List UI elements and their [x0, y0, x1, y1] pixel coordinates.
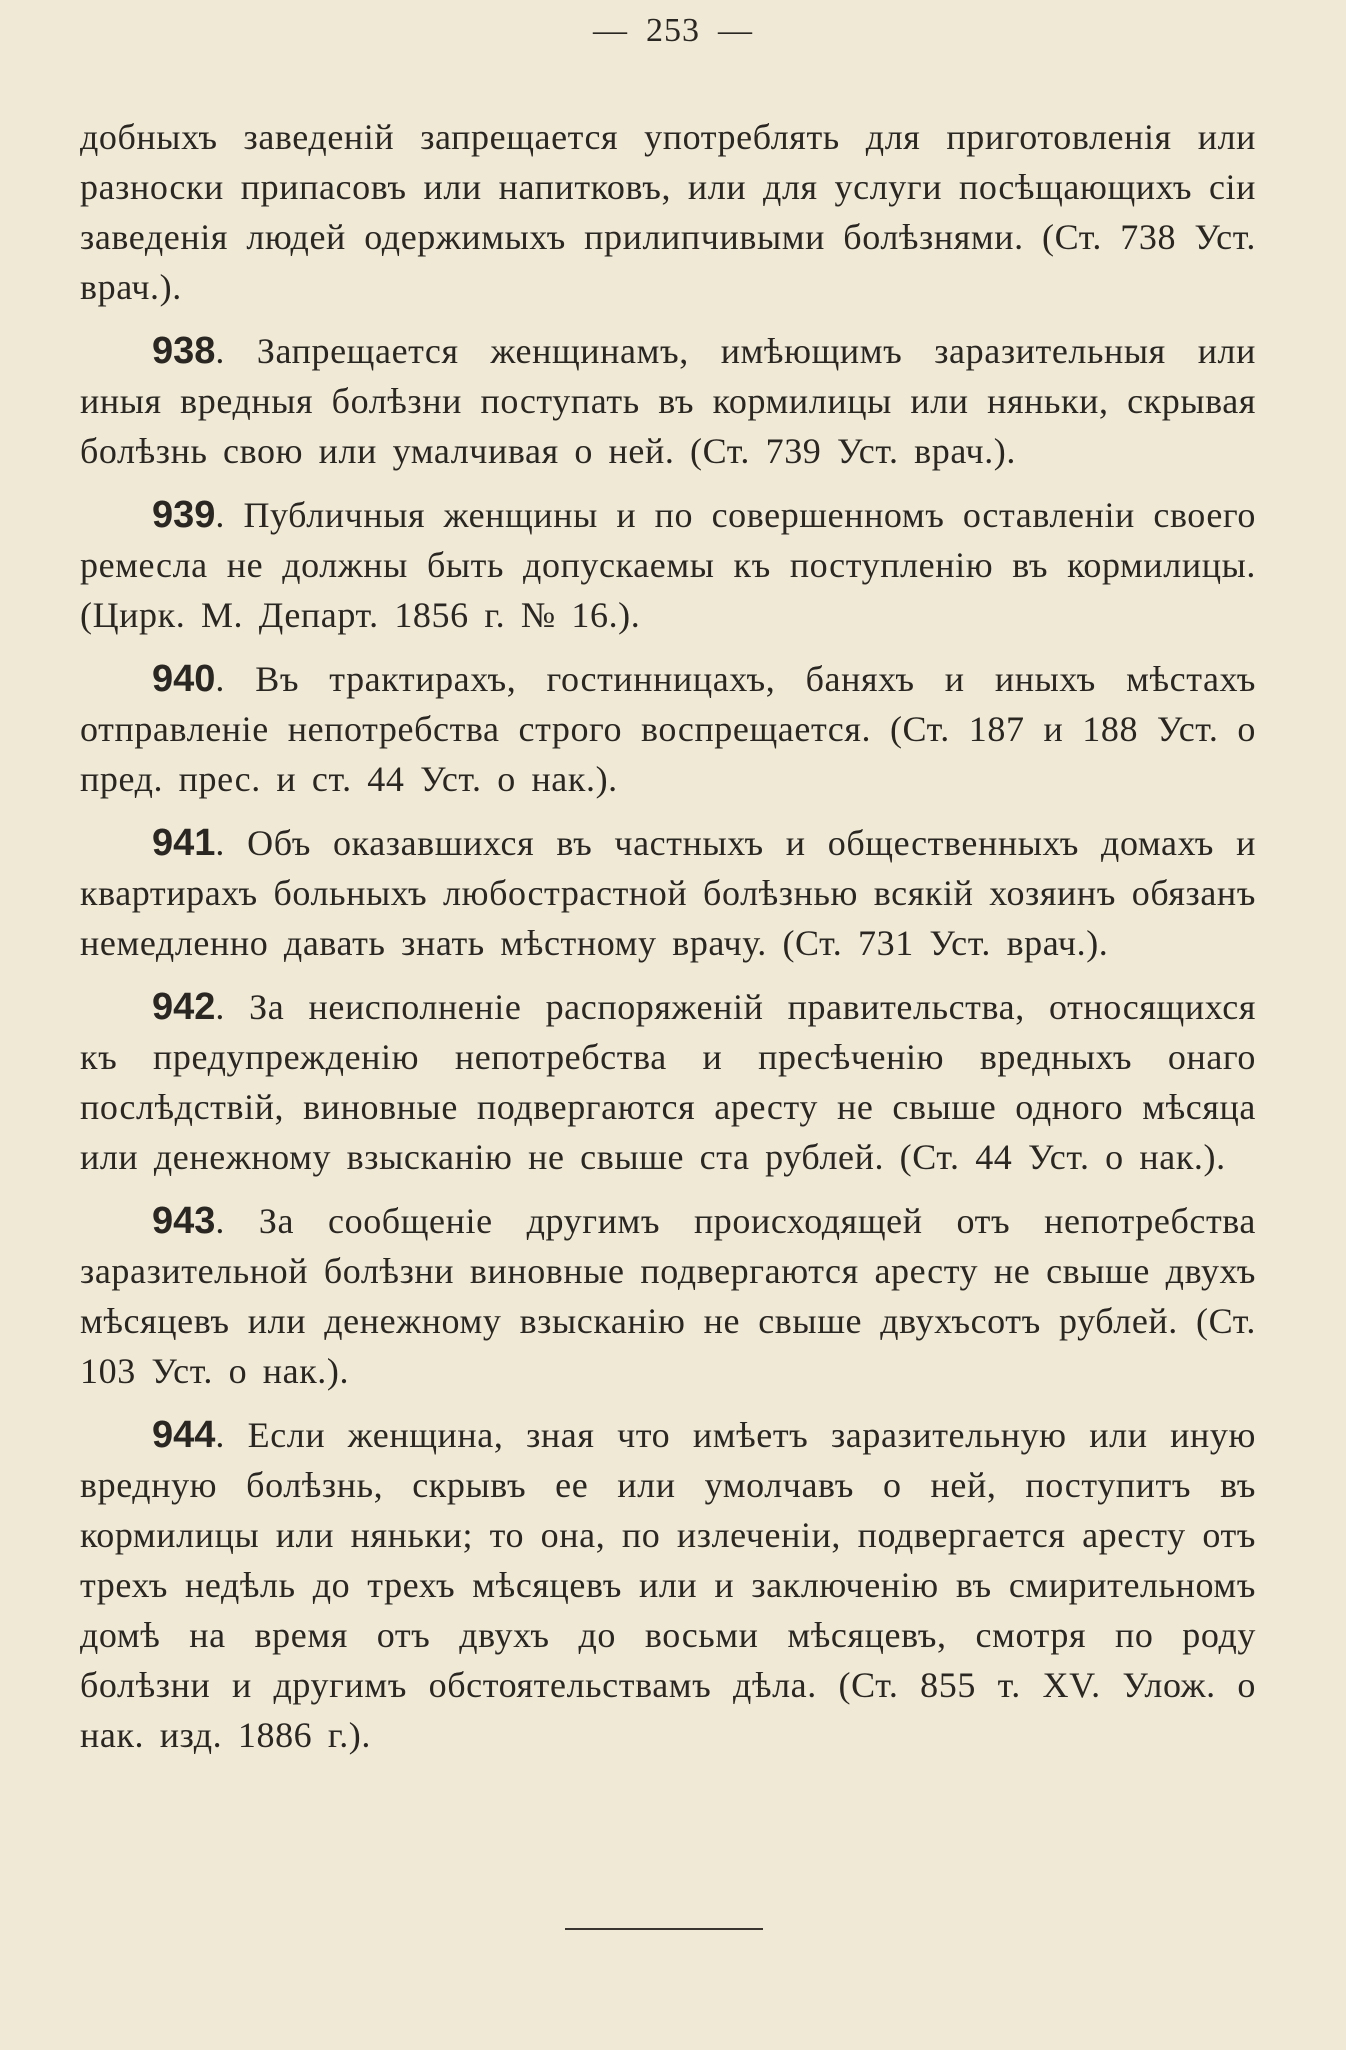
page-body: [80, 112, 1256, 1774]
header-dash-left: —: [593, 12, 628, 49]
article-number: 944: [152, 1414, 216, 1456]
article-text: . Объ оказавшихся въ частныхъ и общественныхъ домахъ и квартирахъ больныхъ любострастной болѣзнью всякiй хозяинъ обязанъ немедленно давать знать мѣстному врачу. (Ст. 731 Уст. врач.).: [80, 823, 1256, 963]
article-text: . За сообщенiе другимъ происходящей отъ непотребства заразительной болѣзни виновные подвергаются аресту не свыше двухъ мѣсяцевъ или денежному взысканiю не свыше двухъсотъ рублей. (Ст. 103 Уст. о нак.).: [80, 1201, 1256, 1391]
continuation-paragraph: добныхъ заведенiй запрещается употреблять для приготовленiя или разноски припасовъ или напитковъ, или для услуги посѣщающихъ сiи заведенiя людей одержимыхъ прилипчивыми болѣзнями. (Ст. 738 Уст. врач.).: [80, 117, 1256, 307]
article-number: 938: [152, 330, 216, 372]
article-939: [80, 490, 1256, 640]
article-text: . Запрещается женщинамъ, имѣющимъ заразительныя или иныя вредныя болѣзни поступать въ кормилицы или няньки, скрывая болѣзнь свою или умалчивая о ней. (Ст. 739 Уст. врач.).: [80, 331, 1256, 471]
article-number: 942: [152, 986, 216, 1028]
article-text: . Публичныя женщины и по совершенномъ оставленiи своего ремесла не должны быть допускаемы къ поступленiю въ кормилицы. (Цирк. М. Департ. 1856 г. № 16.).: [80, 495, 1256, 635]
article-number: 939: [152, 494, 216, 536]
article-text: . Если женщина, зная что имѣетъ заразительную или иную вредную болѣзнь, скрывъ ее или умолчавъ о ней, поступитъ въ кормилицы или няньки; то она, по излеченiи, подвергается аресту отъ трехъ недѣль до трехъ мѣсяцевъ или и заключенiю въ смирительномъ домѣ на время отъ двухъ до восьми мѣсяцевъ, смотря по роду болѣзни и другимъ обстоятельствамъ дѣла. (Ст. 855 т. XV. Улож. о нак. изд. 1886 г.).: [80, 1415, 1256, 1755]
article-942: [80, 982, 1256, 1182]
article-943: [80, 1196, 1256, 1396]
header-dash-right: —: [718, 12, 753, 49]
article-text: . За неисполненiе распоряженiй правительства, относящихся къ предупрежденiю непотребства и пресѣченiю вредныхъ онаго послѣдствiй, виновные подвергаются аресту не свыше одного мѣсяца или денежному взысканiю не свыше ста рублей. (Ст. 44 Уст. о нак.).: [80, 987, 1256, 1177]
article-944: [80, 1410, 1256, 1760]
article-text: . Въ трактирахъ, гостинницахъ, баняхъ и иныхъ мѣстахъ отправленiе непотребства строго воспрещается. (Ст. 187 и 188 Уст. о пред. прес. и ст. 44 Уст. о нак.).: [80, 659, 1256, 799]
article-number: 941: [152, 822, 216, 864]
article-940: [80, 654, 1256, 804]
article-number: 940: [152, 658, 216, 700]
end-rule: [565, 1928, 763, 1930]
article-number: 943: [152, 1200, 216, 1242]
article-941: [80, 818, 1256, 968]
page-number: 253: [646, 12, 700, 49]
article-938: [80, 326, 1256, 476]
page-header: [0, 12, 1346, 50]
